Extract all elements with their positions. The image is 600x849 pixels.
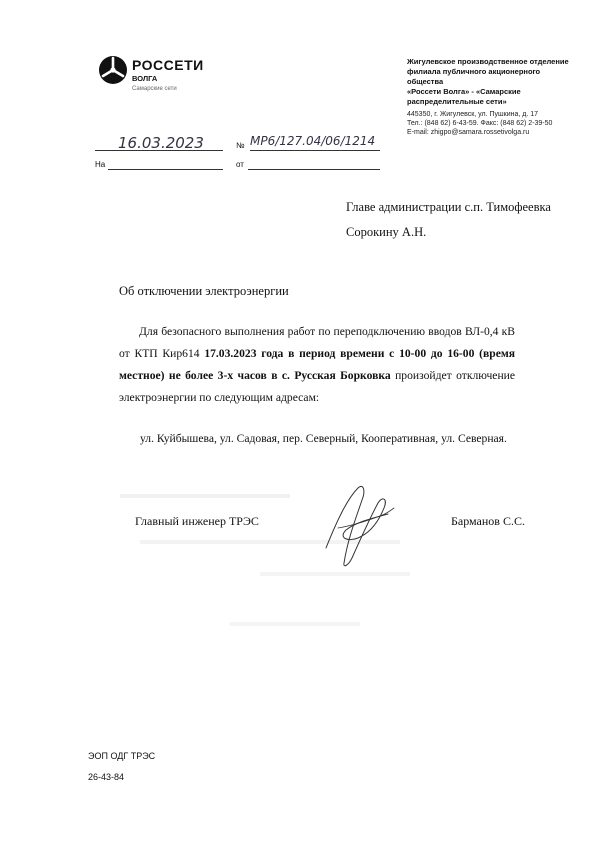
org-name-block — [407, 57, 577, 107]
from-line — [248, 169, 380, 170]
faint-stamp-mark — [120, 494, 290, 498]
org-email: E-mail: zhigpo@samara.rossetivolga.ru — [407, 129, 530, 136]
date-handwritten: 16.03.2023 — [118, 134, 204, 152]
addressee-name: Сорокину А.Н. — [346, 225, 427, 239]
addressee-title: Главе администрации с.п. Тимофеевка — [346, 200, 551, 214]
letter-subject: Об отключении электроэнергии — [119, 284, 289, 298]
number-prefix: № — [236, 141, 245, 150]
signatory-name: Барманов С.С. — [451, 514, 525, 528]
company-logo — [98, 55, 278, 100]
org-line: распределительные сети» — [407, 97, 507, 106]
signatory-role: Главный инженер ТРЭС — [135, 514, 259, 528]
body-text-2: произойдет отключение электроэнергии по следующим адресам: — [119, 369, 515, 404]
faint-stamp-mark — [230, 622, 360, 626]
handwritten-signature — [318, 478, 408, 578]
org-line: «Россети Волга» - «Самарские — [407, 87, 521, 96]
body-text-1: Для безопасного выполнения работ по переподключению вводов ВЛ-0,4 кВ от КТП Кир614 — [119, 325, 515, 360]
from-label: от — [236, 160, 244, 169]
executor-department: ЭОП ОДГ ТРЭС — [88, 751, 156, 761]
logo-sub: ВОЛГА — [132, 74, 158, 83]
number-line — [250, 150, 380, 151]
body-bold-dates: 17.03.2023 года в период времени с 10-00 до 16-00 (время местное) не более 3-х часов в с. Русская Борковка — [119, 347, 516, 382]
on-label: На — [95, 160, 106, 169]
logo-city: Самарские сети — [132, 86, 177, 92]
executor-phone: 26-43-84 — [88, 772, 125, 782]
street-list: ул. Куйбышева, ул. Садовая, пер. Северный, Кооперативная, ул. Северная. — [140, 432, 507, 445]
letter-body — [119, 321, 515, 409]
org-line: филиала публичного акционерного общества — [407, 67, 541, 86]
org-phone: Тел.: (848 62) 6-43-59. Факс: (848 62) 2-39-50 — [407, 120, 553, 127]
date-line — [95, 150, 223, 151]
rosseti-logo-icon — [98, 55, 128, 85]
org-line: Жигулевское производственное отделение — [407, 57, 569, 66]
on-line — [108, 169, 223, 170]
org-contacts — [407, 110, 582, 137]
number-handwritten: МР6/127.04/06/1214 — [250, 134, 376, 148]
body-paragraph — [119, 321, 515, 409]
logo-name: РОССЕТИ — [132, 57, 204, 73]
org-address: 445350, г. Жигулевск, ул. Пушкина, д. 17 — [407, 111, 539, 118]
